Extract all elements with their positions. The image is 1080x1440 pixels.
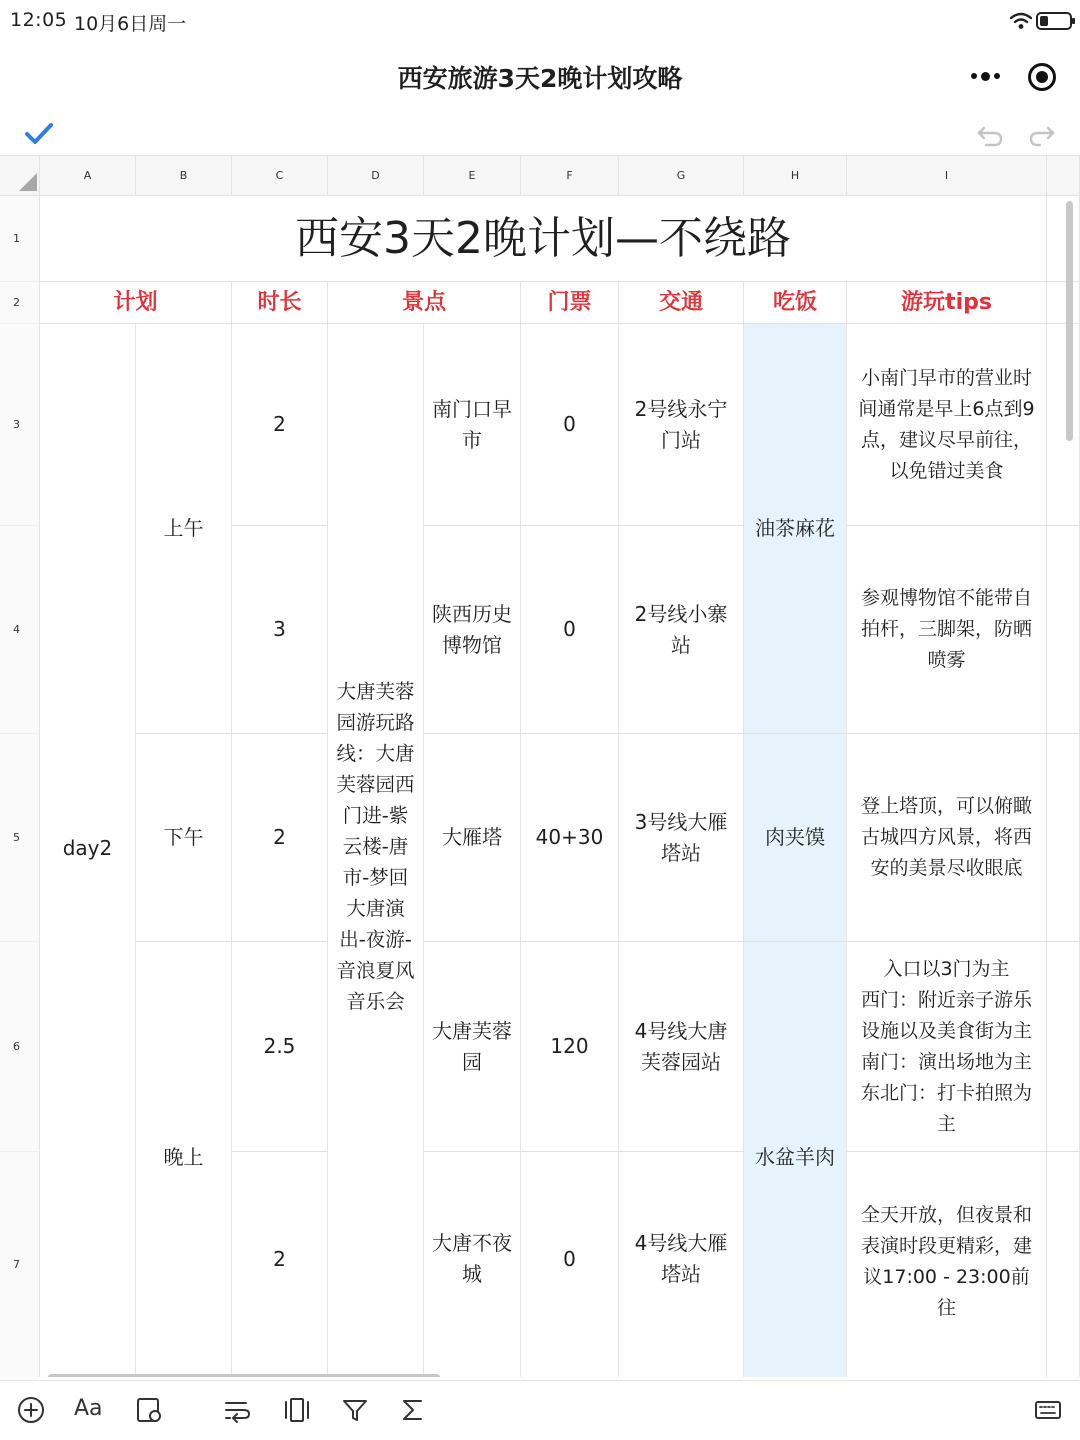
food-cell[interactable]: 油茶麻花 [744,324,847,734]
check-icon[interactable] [24,120,54,148]
ticket-cell[interactable]: 120 [521,942,619,1152]
spot-cell[interactable]: 陕西历史博物馆 [424,526,521,734]
ticket-cell[interactable]: 0 [521,1152,619,1377]
title-bar [0,42,1080,112]
spot-cell[interactable]: 大唐不夜城 [424,1152,521,1377]
column-header-a[interactable]: A [40,156,136,196]
column-header-c[interactable]: C [232,156,328,196]
text-format-button[interactable]: Aa [74,1396,103,1421]
tips-cell[interactable]: 入口以3门为主 西门：附近亲子游乐设施以及美食街为主 南门：演出场地为主 东北门：打卡拍照为主 [847,942,1047,1152]
empty-cell[interactable] [1047,734,1080,942]
column-header-b[interactable]: B [136,156,232,196]
row-header-4[interactable]: 4 [0,526,40,734]
duration-cell[interactable]: 2.5 [232,942,328,1152]
undo-icon[interactable] [976,124,1004,148]
wrap-text-icon[interactable] [222,1395,252,1425]
edit-toolbar [0,112,1080,156]
duration-cell[interactable]: 2 [232,1152,328,1377]
keyboard-icon[interactable] [1033,1395,1063,1425]
ticket-cell[interactable]: 0 [521,526,619,734]
column-header-h[interactable]: H [744,156,847,196]
day-label: day2 [62,836,113,860]
empty-cell[interactable] [1047,942,1080,1152]
column-header-d[interactable]: D [328,156,424,196]
empty-cell[interactable] [1047,1152,1080,1377]
food-cell[interactable]: 水盆羊肉 [744,942,847,1377]
header-ticket[interactable]: 门票 [521,282,619,324]
redo-icon[interactable] [1028,124,1056,148]
column-header-blank [1047,156,1080,196]
spreadsheet [0,155,1080,1377]
transport-cell[interactable]: 4号线大雁塔站 [619,1152,744,1377]
empty-cell[interactable] [1047,526,1080,734]
tips-cell[interactable]: 登上塔顶，可以俯瞰古城四方风景，将西安的美景尽收眼底 [847,734,1047,942]
status-date: 10月6日周一 [74,13,187,35]
empty-cell[interactable] [1047,282,1080,324]
header-duration[interactable]: 时长 [232,282,328,324]
transport-cell[interactable]: 3号线大雁塔站 [619,734,744,942]
duration-cell[interactable]: 2 [232,734,328,942]
row-header-6[interactable]: 6 [0,942,40,1152]
freeze-column-icon[interactable] [282,1395,312,1425]
status-bar [0,0,1080,42]
vertical-scrollbar[interactable] [1066,201,1073,441]
empty-cell[interactable] [1047,196,1080,282]
period-afternoon-cell[interactable]: 下午 [136,734,232,942]
close-miniprogram-icon[interactable] [1028,63,1056,91]
sum-icon[interactable] [398,1395,428,1425]
header-food[interactable]: 吃饭 [744,282,847,324]
column-header-i[interactable]: I [847,156,1047,196]
tips-cell[interactable]: 参观博物馆不能带自拍杆，三脚架，防晒喷雾 [847,526,1047,734]
row-header-5[interactable]: 5 [0,734,40,942]
header-plan[interactable]: 计划 [40,282,232,324]
duration-cell[interactable]: 2 [232,324,328,526]
header-tips[interactable]: 游玩tips [847,282,1047,324]
empty-cell[interactable] [1047,324,1080,526]
transport-cell[interactable]: 2号线小寨站 [619,526,744,734]
horizontal-scrollbar[interactable] [48,1374,440,1377]
period-morning-cell[interactable]: 上午 [136,324,232,734]
battery-icon [1036,12,1072,30]
tips-cell[interactable]: 全天开放，但夜景和表演时段更精彩，建议17:00 - 23:00前往 [847,1152,1047,1377]
filter-icon[interactable] [340,1395,370,1425]
row-header-2[interactable]: 2 [0,282,40,324]
duration-cell[interactable]: 3 [232,526,328,734]
more-options-icon[interactable] [962,58,1008,94]
insert-icon[interactable] [16,1395,46,1425]
spot-cell[interactable]: 大唐芙蓉园 [424,942,521,1152]
row-header-3[interactable]: 3 [0,324,40,526]
cell-format-icon[interactable] [134,1395,164,1425]
wifi-icon [1010,12,1032,30]
day-cell[interactable] [40,324,136,1377]
row-header-7[interactable]: 7 [0,1152,40,1377]
route-cell[interactable]: 大唐芙蓉园游玩路线：大唐芙蓉园西门进-紫云楼-唐市-梦回大唐演出-夜游-音浪夏风音乐会 [328,324,424,1377]
tips-cell[interactable]: 小南门早市的营业时间通常是早上6点到9点，建议尽早前往，以免错过美食 [847,324,1047,526]
document-title: 西安旅游3天2晚计划攻略 [397,64,683,93]
period-evening-cell[interactable]: 晚上 [136,942,232,1377]
column-header-g[interactable]: G [619,156,744,196]
sheet-title-cell[interactable]: 西安3天2晚计划—不绕路 [40,196,1047,282]
header-transport[interactable]: 交通 [619,282,744,324]
cell-grid [40,196,1080,1377]
row-header-1[interactable]: 1 [0,196,40,282]
spot-cell[interactable]: 南门口早市 [424,324,521,526]
transport-cell[interactable]: 4号线大唐芙蓉园站 [619,942,744,1152]
header-spot[interactable]: 景点 [328,282,521,324]
status-time: 12:05 [10,9,68,31]
spot-cell[interactable]: 大雁塔 [424,734,521,942]
transport-cell[interactable]: 2号线永宁门站 [619,324,744,526]
ticket-cell[interactable]: 0 [521,324,619,526]
column-header-e[interactable]: E [424,156,521,196]
column-header-f[interactable]: F [521,156,619,196]
ticket-cell[interactable]: 40+30 [521,734,619,942]
bottom-toolbar [0,1380,1080,1440]
food-cell[interactable]: 肉夹馍 [744,734,847,942]
select-all-corner[interactable] [0,156,40,196]
